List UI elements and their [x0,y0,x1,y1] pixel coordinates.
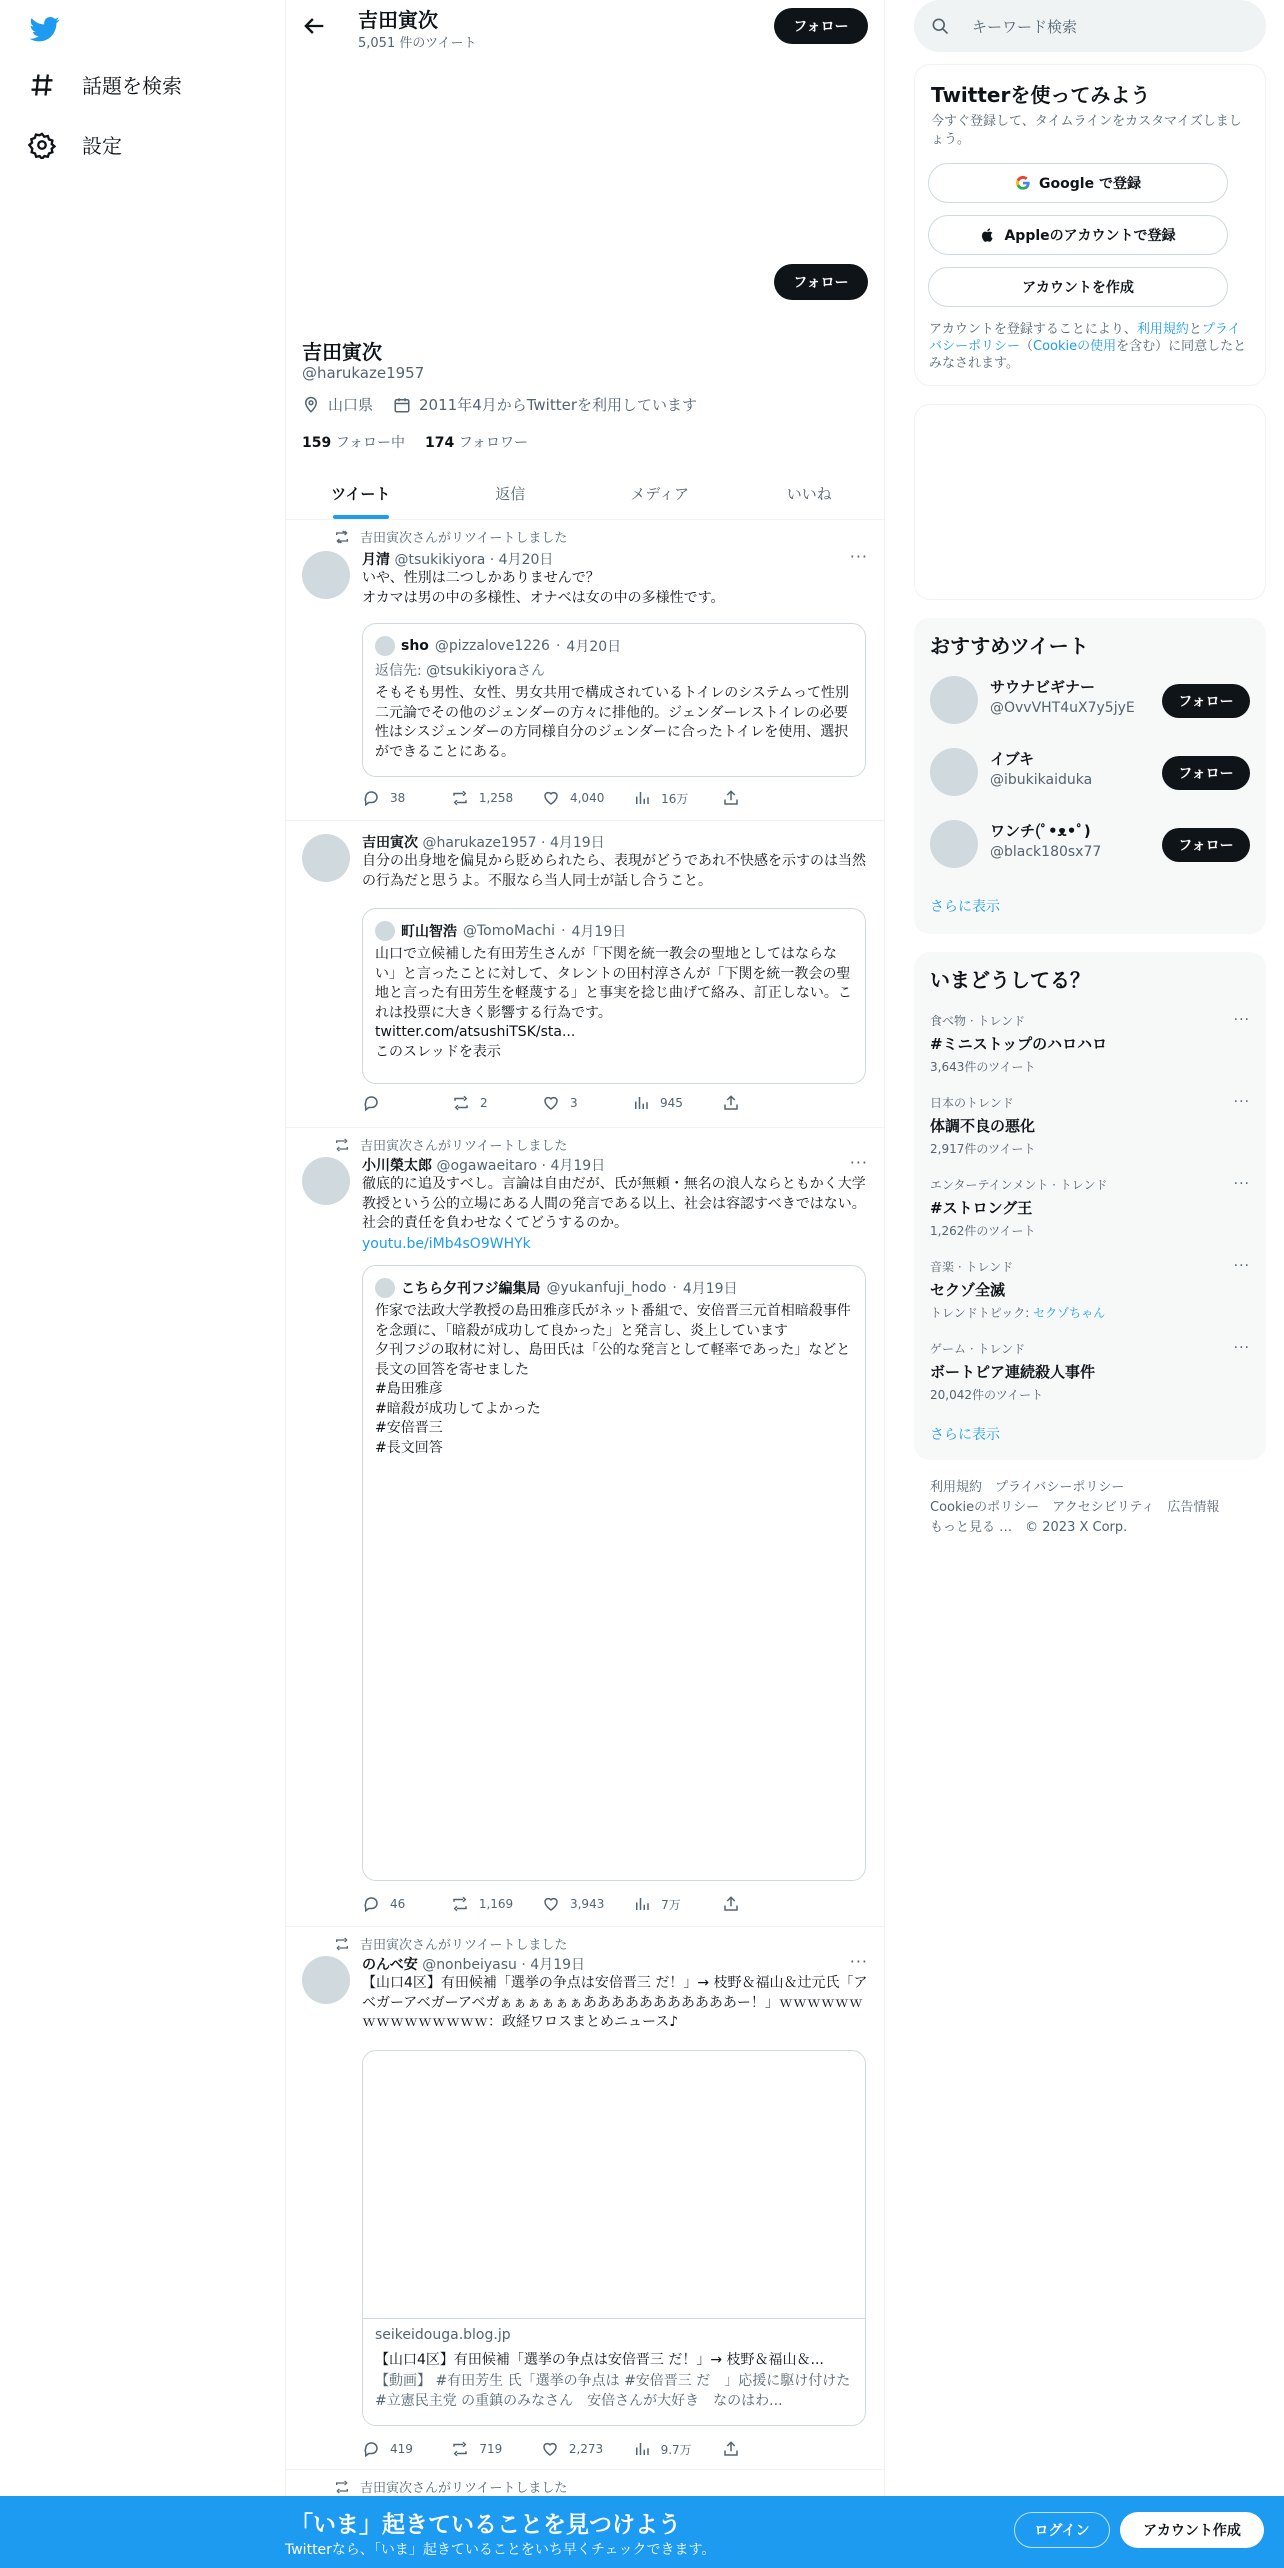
heart-icon [542,1895,560,1913]
retweet-icon [451,1895,469,1913]
quote-header: 町山智浩 @TomoMachi · 4月19日 [375,921,626,941]
trend-item[interactable] [930,1340,1250,1403]
reply-button[interactable] [362,2440,422,2458]
trend-category: 食べ物 · トレンド [930,1014,1026,1028]
recommended-name: ワンチ(ﾟ•ᴥ•ﾟ) [990,822,1091,840]
legal-pre: アカウントを登録することにより、 [929,322,1137,337]
header-tweet-count: 5,051 件のツイート [358,36,477,51]
left-nav [0,0,285,2568]
view-count: 7万 [661,1897,681,1912]
legal-and: と [1188,322,1202,337]
view-count: 945 [660,1096,683,1110]
tweet-handle[interactable]: @tsukikiyora [394,552,486,568]
tweet-actions [362,1094,782,1112]
retweet-button[interactable] [451,2440,511,2458]
recommended-user[interactable] [930,744,1250,800]
link-card[interactable] [362,2050,866,2426]
avatar[interactable] [930,676,978,724]
quote-date: 4月19日 [571,924,627,940]
trend-count [930,1304,1250,1321]
trend-count: 1,262件のツイート [930,1224,1036,1238]
tweet-text: 自分の出身地を偏見から貶められたら、表現がどうであれ不快感を示すのは当然の行為だと思うよ。不服なら当人同士が話し合うこと。 [362,853,866,889]
retweet-button[interactable] [452,1094,512,1112]
quote-date: 4月20日 [566,639,622,655]
share-button[interactable] [722,2440,782,2458]
link-card-image [363,2051,865,2319]
tweet-date[interactable]: 4月19日 [549,835,605,851]
tweet-handle[interactable]: @harukaze1957 [422,835,537,851]
like-button[interactable] [542,1094,602,1112]
more-options-icon[interactable]: ··· [1233,1176,1250,1192]
share-icon [722,1094,740,1112]
avatar[interactable] [930,748,978,796]
quoted-tweet[interactable] [362,908,866,1084]
heart-icon [542,789,560,807]
nav-explore-label: 話題を検索 [82,74,182,98]
google-signup-button[interactable] [928,163,1228,203]
footer-line[interactable]: Cookieのポリシー アクセシビリティ 広告情報 [930,1500,1220,1515]
quote-header: sho @pizzalove1226 · 4月20日 [375,636,621,656]
retweet-count: 2 [480,1096,488,1110]
followers-link[interactable] [425,432,528,452]
hashtag-icon [28,71,56,99]
trend-item[interactable] [930,1258,1250,1321]
tweet-header: 吉田寅次 @harukaze1957 · 4月19日 [362,835,605,851]
nav-explore[interactable] [28,70,182,99]
legal-paren: （ [1020,339,1034,354]
quote-reply-to: 返信先: @tsukikiyoraさん [375,663,546,679]
quote-text: そもそも男性、女性、男女共用で構成されているトイレのシステムって性別二元論でその他のジェンダーの方々に排他的。ジェンダーレストイレの必要性はシスジェンダーの方同様自分のジェンダーに合ったトイレを使用、選択ができることにある。 [375,685,850,760]
trend-item[interactable] [930,1176,1250,1239]
tweet[interactable] [286,822,884,1128]
search-box[interactable] [914,0,1266,52]
tweet[interactable] [286,1129,884,1927]
views-chart-icon [633,789,651,807]
tweet-header: のんべ安 @nonbeiyasu · 4月19日 [362,1957,586,1973]
profile-tabs [286,468,884,520]
followers-count: 174 [425,435,455,451]
avatar[interactable] [302,551,350,599]
tweet-text: いや、性別は二つしかありませんで？ オカマは男の中の多様性、オナベは女の中の多様性です。 [362,570,725,606]
retweet-count: 719 [479,2442,503,2456]
retweet-indicator [334,2477,567,2496]
trend-topic-prefix: トレンドトピック: [930,1306,1034,1320]
retweet-label: 吉田寅次さんがリツイートしました [360,2481,568,2496]
views-button[interactable] [633,1895,693,1913]
retweet-count: 1,169 [478,1897,514,1911]
tweet-date[interactable]: 4月20日 [498,552,554,568]
signup-subtitle: 今すぐ登録して、タイムラインをカスタマイズしましょう。 [931,114,1242,147]
tweet-handle[interactable]: @nonbeiyasu [422,1957,517,1973]
trend-category: 音楽 · トレンド [930,1260,1014,1274]
follow-button[interactable]: フォロー [1162,828,1250,862]
quote-avatar [375,636,395,656]
apple-icon [980,227,996,243]
tweet-author[interactable]: のんべ安 [362,1957,418,1973]
recommended-handle: @OvvVHT4uX7y5jyE [990,700,1135,716]
tweet[interactable] [286,521,884,821]
avatar[interactable] [930,820,978,868]
quote-avatar [375,1278,395,1298]
legal-post: を含む）に同意したとみなされます。 [929,339,1247,371]
tweet-actions [362,789,782,807]
tweet-handle[interactable]: @ogawaeitaro [436,1158,538,1174]
recommended-handle: @ibukikaiduka [990,772,1093,788]
tweet-date[interactable]: 4月19日 [530,1957,586,1973]
trend-category: エンターテインメント · トレンド [930,1178,1108,1192]
share-button[interactable] [722,789,782,807]
quote-author: sho [401,638,429,654]
tweet-author[interactable]: 月清 [362,552,390,568]
views-chart-icon [633,1895,651,1913]
recommended-name: サウナビギナー [990,678,1096,696]
retweet-icon [451,789,469,807]
retweet-button[interactable] [451,1895,513,1913]
trend-category: ゲーム · トレンド [930,1342,1026,1356]
retweet-icon [334,2479,350,2495]
share-icon [722,789,740,807]
more-options-icon[interactable]: ··· [849,1153,868,1172]
google-g-icon [1015,175,1031,191]
tab-replies[interactable]: 返信 [495,485,526,503]
reply-count: 419 [390,2442,413,2456]
more-options-icon[interactable]: ··· [849,1952,868,1971]
avatar[interactable] [302,1157,350,1205]
following-label: フォロー中 [335,435,405,451]
link-card-title: 【山口4区】有田候補「選挙の争点は安倍晋三 だ！」→ 枝野＆福山＆... [375,2352,824,2368]
like-count: 3 [570,1096,578,1110]
view-count: 9.7万 [660,2442,692,2457]
tweet-actions [362,2440,782,2458]
retweet-indicator [334,1934,567,1953]
quote-text: 作家で法政大学教授の島田雅彦氏がネット番組で、安倍晋三元首相暗殺事件を念頭に、「暗殺が成功して良かった」と発言し、炎上しています 夕刊フジの取材に対し、島田氏は「公的な発言として軽率であった」などと長文の回答を寄せました #島田雅彦 #暗殺が成功してよかった #安倍晋三 #長文回答 [375,1303,851,1456]
views-chart-icon [633,2440,651,2458]
retweet-button[interactable] [451,789,513,807]
tab-tweets[interactable]: ツイート [286,468,436,519]
views-button[interactable] [633,789,693,807]
create-account-button[interactable]: アカウントを作成 [928,267,1228,307]
trend-count: 3,643件のツイート [930,1060,1036,1074]
reply-icon [362,1895,380,1913]
recommended-handle: @black180sx77 [990,844,1102,860]
header-name: 吉田寅次 [358,8,438,32]
profile-column [286,0,884,2568]
trend-count: 20,042件のツイート [930,1388,1044,1402]
search-input[interactable]: キーワード検索 [972,17,1078,36]
quote-author: こちら夕刊フジ編集局 [401,1281,541,1297]
quote-author: 町山智浩 [401,924,457,940]
retweet-icon [334,1936,350,1952]
view-count: 16万 [661,791,689,806]
empty-panel [914,404,1266,600]
retweet-indicator [334,527,567,546]
search-icon [930,16,950,36]
twitter-bird-icon[interactable] [28,14,62,44]
retweet-label: 吉田寅次さんがリツイートしました [360,1139,568,1154]
trend-name: セクゾ全滅 [930,1281,1006,1299]
tweet-author[interactable]: 吉田寅次 [362,835,418,851]
reply-button[interactable] [362,1094,422,1112]
tweet-header: 小川榮太郎 @ogawaeitaro · 4月19日 [362,1158,606,1174]
profile-header-bar [286,0,884,54]
like-button[interactable] [541,2440,603,2458]
retweet-indicator [334,1135,567,1154]
trend-name: ボートピア連続殺人事件 [930,1363,1096,1381]
header-follow-button[interactable]: フォロー [774,8,868,44]
reply-button[interactable] [362,789,422,807]
more-options-icon[interactable]: ··· [1233,1094,1250,1110]
apple-signup-label: Appleのアカウントで登録 [1004,228,1176,244]
views-button[interactable] [633,2440,693,2458]
profile-location: 山口県 [328,396,374,414]
apple-signup-button[interactable] [928,215,1228,255]
tweet-actions [362,1895,782,1913]
quoted-tweet[interactable] [362,1265,866,1881]
signup-title: Twitterを使ってみよう [931,83,1151,107]
trends-panel [914,952,1266,1460]
tab-likes[interactable]: いいね [786,485,832,503]
like-count: 3,943 [569,1897,605,1911]
recommended-user[interactable] [930,816,1250,872]
like-button[interactable] [542,789,604,807]
nav-settings-label: 設定 [82,134,122,158]
trend-count: 2,917件のツイート [930,1142,1036,1156]
tweet-text: 徹底的に追及すべし。言論は自由だが、氏が無頼・無名の浪人ならともかく大学教授という公的立場にある人間の発言である以上、社会は容認すべきではない。社会的責任を負わせなくてどうするのか。 [362,1176,866,1231]
bottom-signup-bar [0,2496,1284,2568]
tweet-text: 【山口4区】有田候補「選挙の争点は安倍晋三 だ！」→ 枝野＆福山＆辻元氏「アベガーアベガーアベガぁぁぁぁぁぁあああああああああああー！」ｗｗｗｗｗｗｗｗｗｗｗｗｗｗｗ：政経ワロスまとめニュース♪ [362,1975,868,2030]
quote-avatar [375,921,395,941]
trend-name: 体調不良の悪化 [930,1117,1036,1135]
recommended-panel [914,618,1266,934]
divider [884,0,885,2568]
retweet-icon [451,2440,469,2458]
google-signup-label: Google で登録 [1039,176,1141,192]
trend-name: #ストロング王 [930,1199,1033,1217]
profile-meta [302,394,697,415]
quote-date: 4月19日 [682,1281,738,1297]
more-options-icon[interactable]: ··· [1233,1012,1250,1028]
trend-category: 日本のトレンド [930,1096,1014,1110]
more-options-icon[interactable]: ··· [1233,1340,1250,1356]
trends-show-more[interactable]: さらに表示 [930,1427,1000,1443]
tweet-link[interactable]: youtu.be/iMb4sO9WHYk [362,1236,531,1252]
more-options-icon[interactable]: ··· [1233,1258,1250,1274]
cookie-link[interactable]: Cookieの使用 [1033,339,1117,354]
reply-icon [362,1094,380,1112]
tweet[interactable] [286,1928,884,2470]
retweet-count: 1,258 [478,791,514,805]
location-pin-icon [302,396,320,414]
trend-topic-link[interactable]: セクゾちゃん [1033,1306,1106,1320]
signup-legal-text [929,321,1249,372]
login-button[interactable]: ログイン [1014,2512,1110,2548]
retweet-icon [334,1137,350,1153]
recommended-name: イブキ [990,750,1034,768]
views-button[interactable] [632,1094,692,1112]
signup-button[interactable]: アカウント作成 [1120,2512,1264,2548]
reply-icon [362,2440,380,2458]
share-button[interactable] [722,1094,782,1112]
followers-label: フォロワー [458,435,528,451]
link-card-domain: seikeidouga.blog.jp [375,2327,511,2343]
footer-links [930,1478,1250,1538]
quote-handle: @TomoMachi [463,923,556,939]
reply-icon [362,789,380,807]
quoted-tweet[interactable] [362,623,866,777]
recommended-user[interactable] [930,672,1250,728]
more-options-icon[interactable]: ··· [849,547,868,566]
follow-stats [302,432,528,452]
share-icon [722,2440,740,2458]
trend-item[interactable] [930,1012,1250,1075]
back-arrow-icon[interactable] [300,12,328,40]
reply-count: 38 [390,791,406,805]
like-button[interactable] [542,1895,604,1913]
following-link[interactable] [302,432,405,452]
terms-link[interactable]: 利用規約 [1136,322,1189,337]
quote-handle: @yukanfuji_hodo [546,1280,667,1296]
signup-panel [914,64,1266,386]
recommended-show-more[interactable]: さらに表示 [930,899,1000,915]
profile-follow-button[interactable]: フォロー [774,264,868,300]
nav-settings[interactable] [28,130,122,159]
quote-handle: @pizzalove1226 [434,638,550,654]
retweet-label: 吉田寅次さんがリツイートしました [360,531,568,546]
tab-media[interactable]: メディア [630,485,690,503]
follow-button[interactable]: フォロー [1162,756,1250,790]
like-count: 4,040 [569,791,605,805]
avatar[interactable] [302,1956,350,2004]
profile-name: 吉田寅次 [302,340,382,364]
quote-text: 山口で立候補した有田芳生さんが「下関を統一教会の聖地としてはならない」と言ったことに対して、タレントの田村淳さんが「下関を統一教会の聖地と言った有田芳生を軽蔑する」と事実を捻じ曲げて絡み、訂正しない。これは投票に大きく影響する行為です。 [375,946,852,1021]
retweet-icon [334,529,350,545]
follow-button[interactable]: フォロー [1162,684,1250,718]
reply-count: 46 [390,1897,406,1911]
share-icon [722,1895,740,1913]
quote-header: こちら夕刊フジ編集局 @yukanfuji_hodo · 4月19日 [375,1278,738,1298]
trends-title: いまどうしてる？ [930,968,1090,992]
like-count: 2,273 [568,2442,604,2456]
retweet-icon [452,1094,470,1112]
trend-name: #ミニストップのハロハロ [930,1035,1108,1053]
link-card-description: 【動画】 #有田芳生 氏「選挙の争点は #安倍晋三 だ 」応援に駆け付けた #立憲民主党 の重鎮のみなさん 安倍さんが大好き なのはわ... [375,2373,851,2409]
share-button[interactable] [722,1895,782,1913]
reply-button[interactable] [362,1895,422,1913]
footer-line[interactable]: 利用規約 プライバシーポリシー [930,1480,1125,1495]
tweet-header: 月清 @tsukikiyora · 4月20日 [362,552,554,568]
tweet-date[interactable]: 4月19日 [550,1158,606,1174]
profile-joined: 2011年4月からTwitterを利用しています [419,396,698,414]
following-count: 159 [302,435,332,451]
privacy-link[interactable]: プライバシーポリシー [929,322,1241,354]
heart-icon [542,1094,560,1112]
retweet-label: 吉田寅次さんがリツイートしました [360,1938,568,1953]
heart-icon [541,2440,559,2458]
bottom-bar-subtitle: Twitterなら、「いま」起きていることをいち早くチェックできます。 [285,2542,716,2558]
views-chart-icon [632,1094,650,1112]
avatar[interactable] [302,834,350,882]
gear-icon [28,131,56,159]
profile-handle: @harukaze1957 [302,364,425,382]
recommended-title: おすすめツイート [930,634,1089,658]
bottom-bar-title: 「いま」起きていることを見つけよう [290,2512,681,2538]
trend-item[interactable] [930,1094,1250,1157]
tweet-author[interactable]: 小川榮太郎 [362,1158,432,1174]
show-thread-link[interactable]: このスレッドを表示 [375,1044,501,1060]
quote-link[interactable]: twitter.com/atsushiTSK/sta... [375,1024,576,1040]
footer-line[interactable]: もっと見る … © 2023 X Corp. [930,1520,1128,1535]
calendar-icon [393,396,411,414]
